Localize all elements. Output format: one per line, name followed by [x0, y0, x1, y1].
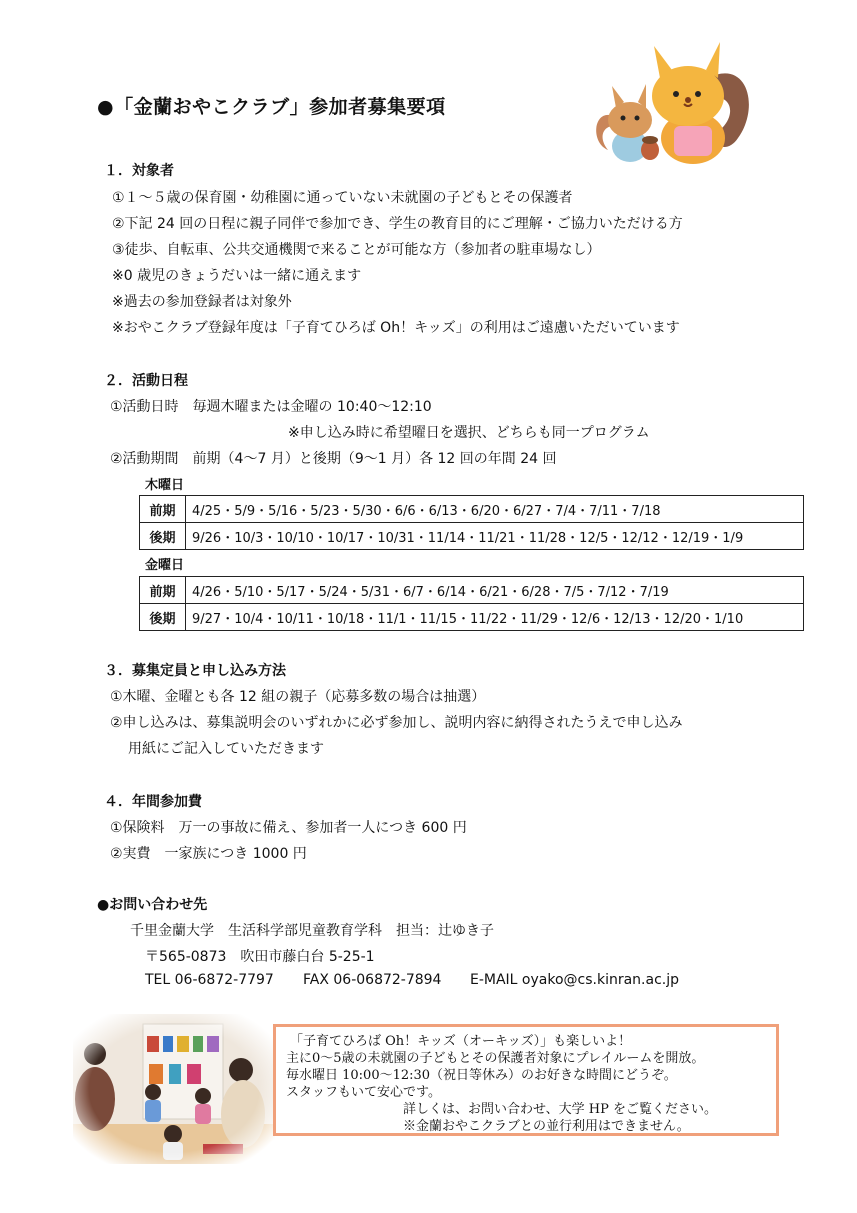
- friday-schedule-table: [139, 576, 804, 631]
- table-row: [140, 577, 804, 604]
- notice-title: 「子育てひろば Oh！キッズ（オーキッズ）」も楽しいよ！: [290, 1034, 632, 1049]
- application-item: ①木曜、金曜とも各 12 組の親子（応募多数の場合は抽選）: [110, 689, 486, 705]
- term-label: 前期: [140, 496, 186, 523]
- notice-line: スタッフもいて安心です。: [286, 1085, 441, 1100]
- notice-line: 主に0～5歳の未就園の子どもとその保護者対象にプレイルームを開放。: [286, 1051, 705, 1066]
- table-row: [140, 604, 804, 631]
- friday-label: 金曜日: [145, 558, 185, 573]
- fee-item: ①保険料 万一の事故に備え、参加者一人につき 600 円: [110, 820, 467, 836]
- dates-cell: 9/27・10/4・10/11・10/18・11/1・11/15・11/22・11/29・12/6・12/13・12/20・1/10: [186, 604, 804, 631]
- eligibility-item: ②下記 24 回の日程に親子同伴で参加でき、学生の教育目的にご理解・ご協力いただける方: [112, 216, 683, 232]
- eligibility-note: ※おやこクラブ登録年度は「子育てひろば Oh！キッズ」の利用はご遠慮いただいています: [112, 320, 680, 336]
- term-label: 後期: [140, 523, 186, 550]
- schedule-period: ②活動期間 前期（4～7 月）と後期（9～1 月）各 12 回の年間 24 回: [110, 451, 557, 467]
- section-heading-eligibility: １．対象者: [104, 163, 174, 179]
- contact-email[interactable]: E-MAIL oyako@cs.kinran.ac.jp: [470, 972, 680, 988]
- table-row: [140, 496, 804, 523]
- notice-line: 毎水曜日 10:00～12:30（祝日等休み）のお好きな時間にどうぞ。: [286, 1068, 677, 1083]
- application-item: ②申し込みは、募集説明会のいずれかに必ず参加し、説明内容に納得されたうえで申し込み: [110, 715, 683, 731]
- playroom-photo: [73, 1014, 275, 1164]
- notice-line: 詳しくは、お問い合わせ、大学 HP をご覧ください。: [403, 1102, 717, 1117]
- contact-organization: 千里金蘭大学 生活科学部児童教育学科 担当：辻ゆき子: [130, 923, 494, 939]
- term-label: 前期: [140, 577, 186, 604]
- term-label: 後期: [140, 604, 186, 631]
- contact-address: 〒565-0873 吹田市藤白台 5-25-1: [145, 949, 375, 965]
- section-heading-schedule: ２．活動日程: [104, 373, 188, 389]
- dates-cell: 4/25・5/9・5/16・5/23・5/30・6/6・6/13・6/20・6/27・7/4・7/11・7/18: [186, 496, 804, 523]
- squirrel-mascot-icon: [588, 38, 758, 166]
- thursday-label: 木曜日: [145, 478, 185, 493]
- notice-line: ※金蘭おやこクラブとの並行利用はできません。: [403, 1119, 690, 1134]
- dates-cell: 9/26・10/3・10/10・10/17・10/31・11/14・11/21・11/28・12/5・12/12・12/19・1/9: [186, 523, 804, 550]
- dates-cell: 4/26・5/10・5/17・5/24・5/31・6/7・6/14・6/21・6/28・7/5・7/12・7/19: [186, 577, 804, 604]
- eligibility-note: ※0 歳児のきょうだいは一緒に通えます: [112, 268, 362, 284]
- section-heading-application: ３．募集定員と申し込み方法: [104, 663, 286, 679]
- eligibility-item: ③徒歩、自転車、公共交通機関で来ることが可能な方（参加者の駐車場なし）: [112, 242, 601, 258]
- page-title: ●「金蘭おやこクラブ」参加者募集要項: [97, 96, 446, 118]
- contact-heading: ●お問い合わせ先: [97, 897, 208, 913]
- contact-fax: FAX 06-06872-7894: [303, 972, 442, 988]
- schedule-note: ※申し込み時に希望曜日を選択、どちらも同一プログラム: [288, 425, 650, 441]
- application-item: 用紙にご記入していただきます: [128, 741, 324, 757]
- contact-tel: TEL 06-6872-7797: [145, 972, 274, 988]
- eligibility-item: ①１～５歳の保育園・幼稚園に通っていない未就園の子どもとその保護者: [112, 190, 573, 206]
- thursday-schedule-table: [139, 495, 804, 550]
- table-row: [140, 523, 804, 550]
- section-heading-fees: ４．年間参加費: [104, 794, 202, 810]
- fee-item: ②実費 一家族につき 1000 円: [110, 846, 307, 862]
- kids-playroom-notice: [273, 1024, 779, 1136]
- schedule-time: ①活動日時 毎週木曜または金曜の 10:40～12:10: [110, 399, 432, 415]
- eligibility-note: ※過去の参加登録者は対象外: [112, 294, 292, 310]
